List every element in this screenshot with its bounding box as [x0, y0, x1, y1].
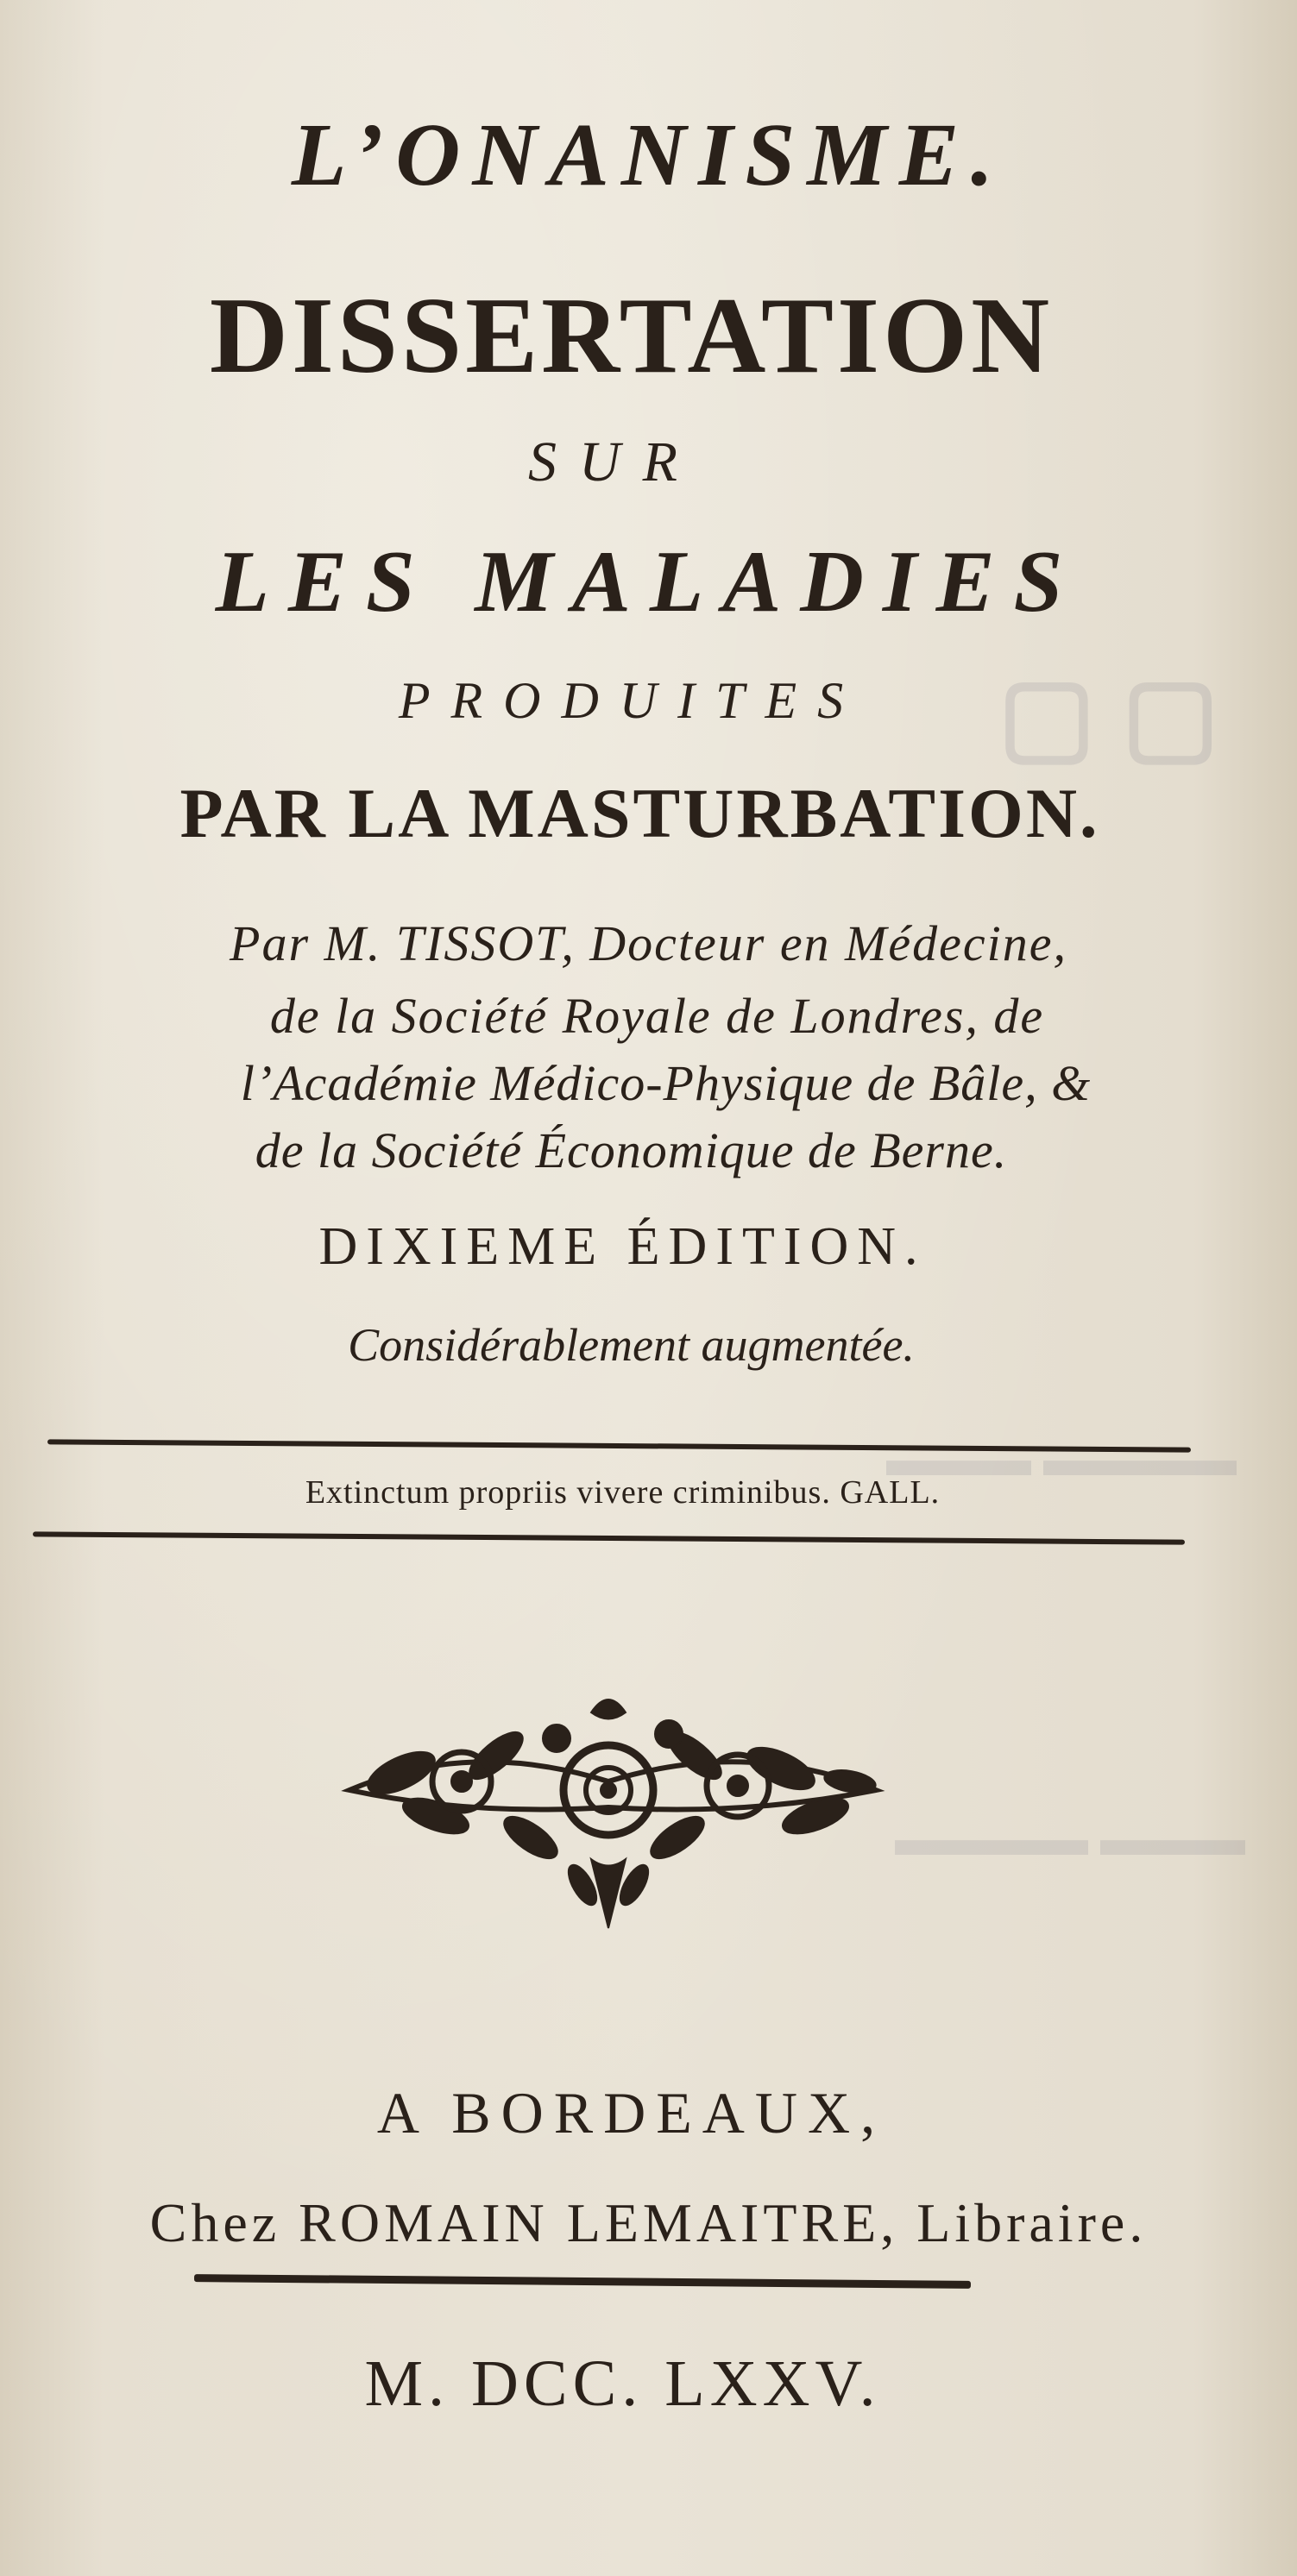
rule-bottom	[33, 1531, 1185, 1544]
title-line-5: PRODUITES	[398, 672, 865, 729]
imprint-place: A BORDEAUX,	[376, 2080, 886, 2146]
edition-note: Considérablement augmentée.	[348, 1319, 915, 1371]
imprint-year: M. DCC. LXXV.	[364, 2347, 881, 2420]
author-line-3: l’Académie Médico-Physique de Bâle, &	[240, 1055, 1092, 1111]
title-line-1: L’ONANISME.	[291, 105, 1006, 204]
rule-top	[47, 1439, 1191, 1452]
edition-heading: DIXIEME ÉDITION.	[318, 1217, 927, 1276]
author-line-4: de la Société Économique de Berne.	[255, 1122, 1008, 1178]
rule-imprint	[194, 2274, 971, 2289]
author-line-1: Par M. TISSOT, Docteur en Médecine,	[230, 915, 1067, 971]
imprint-publisher: Chez ROMAIN LEMAITRE, Libraire.	[149, 2192, 1148, 2253]
epigraph: Extinctum propriis vivere criminibus. GALL.	[305, 1474, 941, 1511]
floral-garland-icon	[332, 1687, 893, 1945]
show-through-texture: ▢ ▢	[998, 658, 1219, 773]
title-line-6: PAR LA MASTURBATION.	[179, 774, 1100, 852]
title-line-3: SUR	[528, 430, 700, 493]
title-line-4: LES MALADIES	[215, 533, 1082, 631]
show-through-texture: ▬▬▬▬ ▬▬▬	[895, 1813, 1245, 1866]
title-line-2: DISSERTATION	[209, 276, 1054, 396]
author-line-2: de la Société Royale de Londres, de	[269, 988, 1045, 1044]
show-through-texture: ▬▬▬ ▬▬▬▬	[886, 1433, 1237, 1486]
